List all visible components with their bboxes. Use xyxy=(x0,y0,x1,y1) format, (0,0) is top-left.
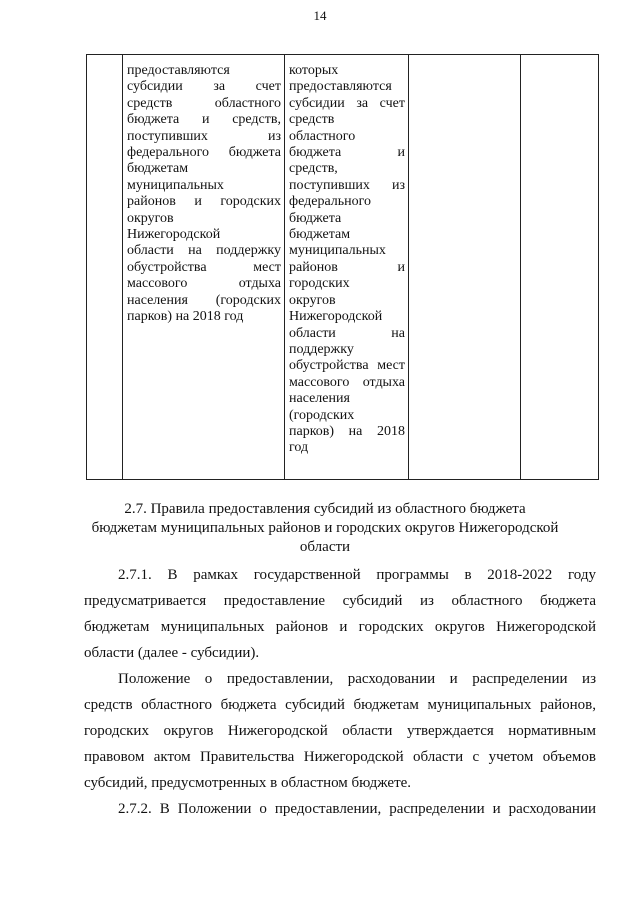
cell-line: (городских xyxy=(289,407,355,423)
cell-line: бюджета и xyxy=(289,145,405,161)
cell-line: бюджета и средств, xyxy=(127,112,281,128)
cell-line: которых xyxy=(289,63,339,78)
heading-line: бюджетам муниципальных районов и городских округов Нижегородской xyxy=(91,520,559,536)
cell-line: средств областного xyxy=(127,95,281,111)
cell-line: округов xyxy=(289,292,336,308)
table-cell-3 xyxy=(285,55,409,480)
paragraph-regulation xyxy=(84,666,596,796)
table-row xyxy=(87,55,599,480)
cell-line: парков) на 2018 год xyxy=(127,309,244,325)
text-line: Положение о предоставлении, расходовании и распределении из xyxy=(118,671,596,687)
cell-line: муниципальных xyxy=(289,243,386,259)
cell-line: бюджетам xyxy=(289,227,351,243)
cell-line: обустройства мест xyxy=(127,259,281,275)
cell-line: населения (городских xyxy=(127,292,281,308)
cell-line: Нижегородской xyxy=(289,309,383,325)
cell-line: средств, xyxy=(289,161,338,177)
cell-line: поддержку xyxy=(289,341,354,357)
text-line: 2.7.2. В Положении о предоставлении, распределении и расходовании xyxy=(118,801,596,817)
cell-line: федерального бюджета xyxy=(127,145,281,161)
cell-line: субсидии за счет xyxy=(289,95,405,111)
text-line: городских округов Нижегородской области утверждается нормативным xyxy=(84,723,596,739)
cell-line: населения xyxy=(289,391,350,407)
cell-line: год xyxy=(289,440,309,456)
table-cell-5 xyxy=(521,55,599,480)
cell-line: районов и городских xyxy=(127,194,281,210)
heading-line: 2.7. Правила предоставления субсидий из областного бюджета xyxy=(124,501,526,517)
cell-line: средств xyxy=(289,112,335,128)
heading-line: области xyxy=(299,539,351,555)
table-cell-1 xyxy=(87,55,123,480)
cell-line: бюджетам xyxy=(127,161,189,177)
cell-line: предоставляются xyxy=(127,63,230,78)
table-cell-2 xyxy=(123,55,285,480)
cell-line: Нижегородской xyxy=(127,227,221,243)
cell-line: муниципальных xyxy=(127,177,224,193)
cell-line: области на xyxy=(289,325,405,341)
text-line: области (далее - субсидии). xyxy=(84,645,260,661)
page-number: 14 xyxy=(313,8,327,23)
paragraph-2-7-1 xyxy=(84,562,596,666)
paragraph-2-7-2 xyxy=(118,796,596,822)
cell-line: предоставляются xyxy=(289,79,392,95)
text-line: средств областного бюджета субсидий бюджетам муниципальных районов, xyxy=(84,697,596,713)
cell-line: районов и xyxy=(289,259,405,275)
continued-table xyxy=(86,54,599,480)
text-line: 2.7.1. В рамках государственной программы в 2018-2022 году xyxy=(118,567,596,583)
cell-line: поступивших из xyxy=(289,177,405,193)
cell-line: субсидии за счет xyxy=(127,79,281,95)
text-line: бюджетам муниципальных районов и городских округов Нижегородской xyxy=(84,619,596,635)
cell-line: поступивших из xyxy=(127,128,281,144)
text-line: правовом актом Правительства Нижегородской области с учетом объемов xyxy=(84,749,596,765)
cell-line: бюджета xyxy=(289,210,342,226)
text-line: предусматривается предоставление субсидий из областного бюджета xyxy=(84,593,596,609)
cell-line: федерального xyxy=(289,194,372,210)
cell-line: обустройства мест xyxy=(289,358,405,374)
cell-line: области на поддержку xyxy=(127,243,281,259)
text-line: субсидий, предусмотренных в областном бюджете. xyxy=(84,775,412,791)
cell-line: массового отдыха xyxy=(289,374,405,390)
cell-line: областного xyxy=(289,128,356,144)
cell-line: парков) на 2018 xyxy=(289,423,405,439)
cell-line: массового отдыха xyxy=(127,276,281,292)
cell-line: округов xyxy=(127,210,174,226)
section-heading xyxy=(90,500,560,557)
cell-line: городских xyxy=(289,276,350,292)
table-cell-4 xyxy=(409,55,521,480)
